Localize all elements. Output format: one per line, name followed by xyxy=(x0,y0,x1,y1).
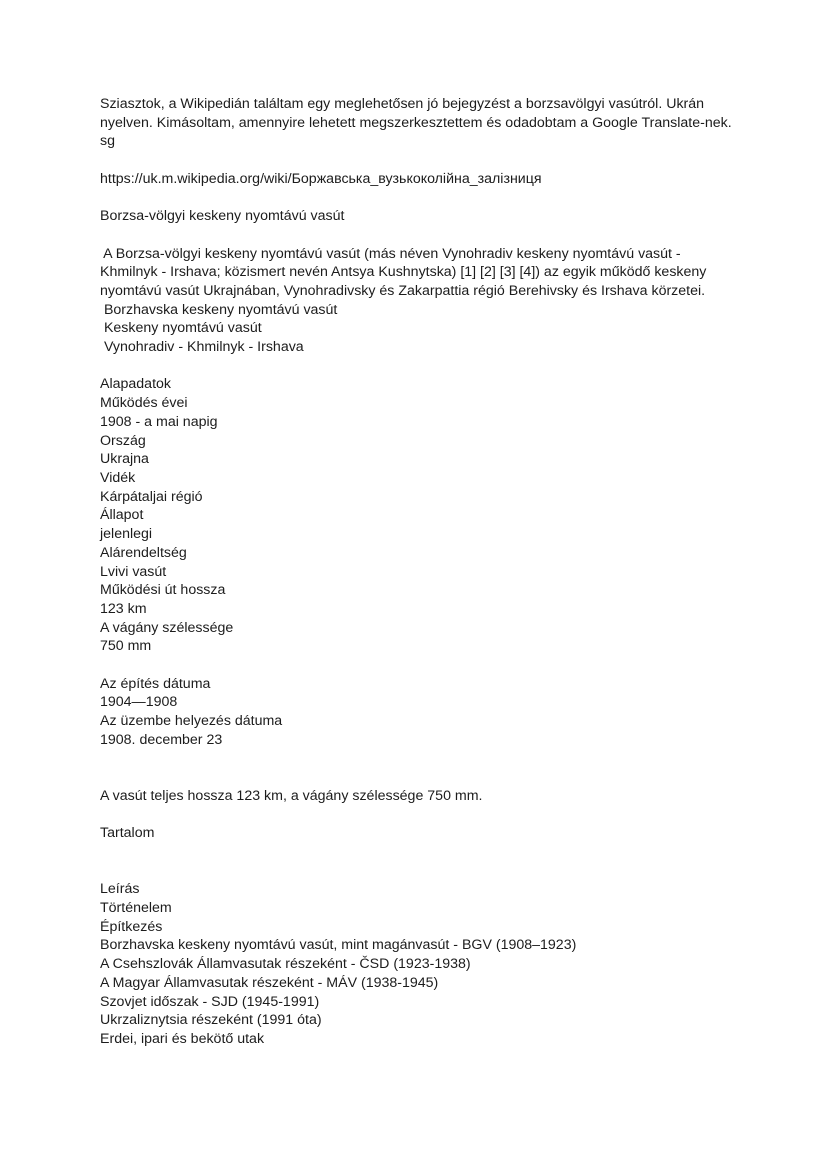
lead-paragraph-line: Khmilnyk - Irshava; közismert nevén Antsya Kushnytska) [1] [2] [3] [4]) az egyik működő keskeny xyxy=(100,264,707,281)
construction-dates-line: Az építés dátuma xyxy=(100,675,211,692)
lead-paragraph-line: Vynohradiv - Khmilnyk - Irshava xyxy=(100,339,304,356)
article-title-line: Borzsa-völgyi keskeny nyomtávú vasút xyxy=(100,208,345,225)
lead-paragraph-line: nyomtávú vasút Ukrajnában, Vynohradivsky és Zakarpattia régió Berehivsky és Irshava körzetei. xyxy=(100,282,706,299)
toc-line: A Csehszlovák Államvasutak részeként - ČSD (1923-1938) xyxy=(100,956,471,973)
document-content xyxy=(100,95,740,1049)
infobox-line: Lvivi vasút xyxy=(100,563,167,580)
toc-line: Leírás xyxy=(100,881,140,898)
infobox-line: Ukrajna xyxy=(100,451,149,468)
lead-paragraph-line: A Borzsa-völgyi keskeny nyomtávú vasút (más néven Vynohradiv keskeny nyomtávú vasút - xyxy=(100,245,681,262)
infobox-line: Kárpátaljai régió xyxy=(100,488,203,505)
construction-dates xyxy=(100,675,740,750)
blank-line xyxy=(100,189,740,208)
intro-paragraph xyxy=(100,95,740,151)
toc-line: Szovjet időszak - SJD (1945-1991) xyxy=(100,993,320,1010)
lead-paragraph-line: Borzhavska keskeny nyomtávú vasút xyxy=(100,301,338,318)
blank-line xyxy=(100,656,740,675)
infobox-line: 123 km xyxy=(100,600,147,617)
infobox-line: 1908 - a mai napig xyxy=(100,413,218,430)
toc-line: Történelem xyxy=(100,900,172,917)
toc-heading-line: Tartalom xyxy=(100,825,155,842)
summary-line: A vasút teljes hossza 123 km, a vágány szélessége 750 mm. xyxy=(100,787,483,804)
infobox-line: Működési út hossza xyxy=(100,582,226,599)
toc-line: Erdei, ipari és bekötő utak xyxy=(100,1031,265,1047)
construction-dates-line: 1908. december 23 xyxy=(100,731,223,748)
infobox-line: A vágány szélessége xyxy=(100,619,234,636)
blank-line xyxy=(100,750,740,769)
toc-line: Borzhavska keskeny nyomtávú vasút, mint magánvasút - BGV (1908–1923) xyxy=(100,937,577,954)
article-title xyxy=(100,207,740,226)
intro-paragraph-line: sg xyxy=(100,133,115,150)
infobox-line: 750 mm xyxy=(100,638,152,655)
construction-dates-line: 1904—1908 xyxy=(100,694,178,711)
infobox-line: Vidék xyxy=(100,470,136,486)
blank-line xyxy=(100,806,740,825)
wikipedia-url-line: https://uk.m.wikipedia.org/wiki/Боржавська_вузькоколійна_залізниця xyxy=(100,170,542,187)
construction-dates-line: Az üzembe helyezés dátuma xyxy=(100,713,283,730)
toc-line: A Magyar Államvasutak részeként - MÁV (1938-1945) xyxy=(100,974,439,991)
intro-paragraph-line: Sziasztok, a Wikipedián találtam egy meglehetősen jó bejegyzést a borzsavölgyi vasútról. Ukrán xyxy=(100,96,705,112)
wikipedia-url xyxy=(100,170,740,189)
blank-line xyxy=(100,357,740,376)
toc xyxy=(100,880,740,1048)
infobox-line: Állapot xyxy=(100,507,144,524)
lead-paragraph xyxy=(100,245,740,357)
blank-line xyxy=(100,843,740,862)
infobox-line: Működés évei xyxy=(100,395,188,412)
blank-line xyxy=(100,768,740,787)
infobox-line: Alárendeltség xyxy=(100,544,187,561)
intro-paragraph-line: nyelven. Kimásoltam, amennyire lehetett megszerkesztettem és odadobtam a Google Translate-nek. xyxy=(100,114,732,131)
blank-line xyxy=(100,862,740,881)
lead-paragraph-line: Keskeny nyomtávú vasút xyxy=(100,320,262,337)
infobox-line: Alapadatok xyxy=(100,376,171,393)
toc-heading xyxy=(100,824,740,843)
blank-line xyxy=(100,226,740,245)
toc-line: Ukrzaliznytsia részeként (1991 óta) xyxy=(100,1012,322,1029)
toc-line: Építkezés xyxy=(100,918,163,935)
infobox-line: jelenlegi xyxy=(100,526,153,543)
infobox-line: Ország xyxy=(100,432,146,449)
blank-line xyxy=(100,151,740,170)
infobox xyxy=(100,375,740,656)
summary xyxy=(100,787,740,806)
